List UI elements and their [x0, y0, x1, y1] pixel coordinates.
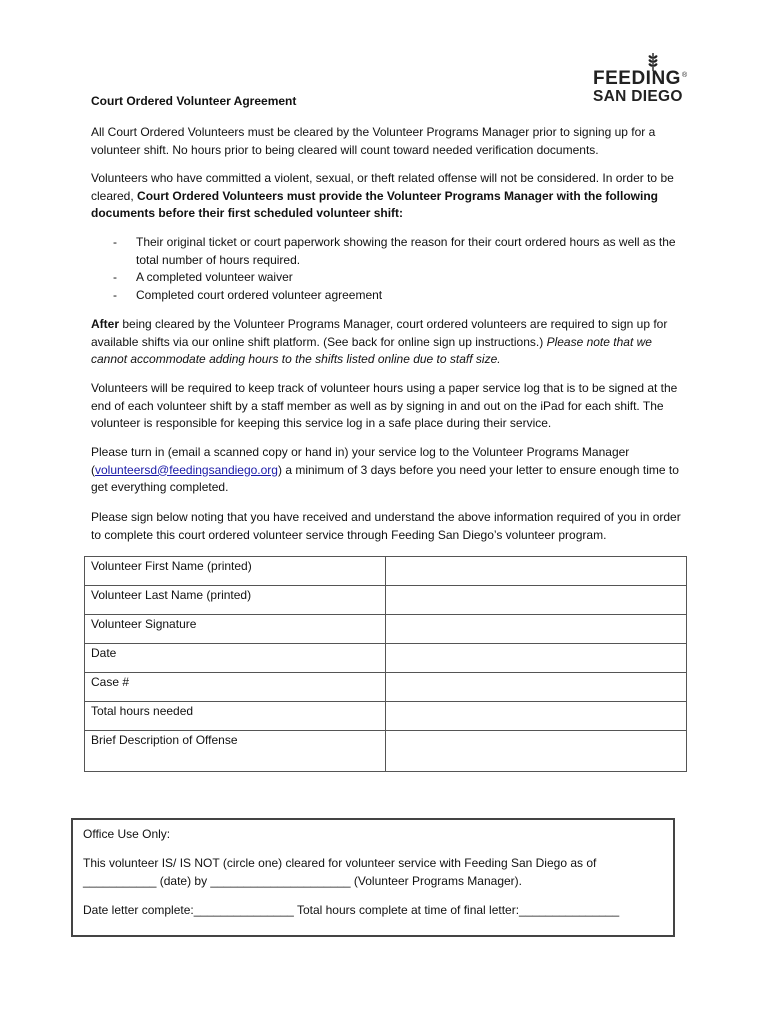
- offense-description-field[interactable]: [386, 731, 687, 772]
- office-completion-line: Date letter complete:_______________ Total hours complete at time of final letter:_______________: [83, 903, 620, 917]
- first-name-field[interactable]: [386, 557, 687, 586]
- list-item: [91, 287, 691, 305]
- field-label: Case #: [85, 673, 386, 702]
- after-text: being cleared by the Volunteer Programs Manager, court ordered volunteers are required to sign up for available shifts via our online shift platform. (See back for online sign up instructions.): [91, 317, 668, 349]
- documents-list: [91, 234, 691, 304]
- requirements-bold-text: Court Ordered Volunteers must provide the Volunteer Programs Manager with the following documents before their first scheduled volunteer shift:: [91, 188, 658, 220]
- list-dash: -: [113, 287, 117, 302]
- date-field[interactable]: [386, 644, 687, 673]
- feeding-san-diego-logo: [585, 50, 695, 106]
- paragraph-clearance: All Court Ordered Volunteers must be cleared by the Volunteer Programs Manager prior to signing up for a volunteer shift. No hours prior to being cleared will count toward needed verification documents.: [91, 125, 656, 157]
- table-row: [85, 731, 687, 772]
- case-number-field[interactable]: [386, 673, 687, 702]
- list-item-text: A completed volunteer waiver: [136, 270, 293, 284]
- logo-registered-mark: ®: [682, 72, 688, 79]
- table-row: [85, 615, 687, 644]
- email-link[interactable]: volunteersd@feedingsandiego.org: [95, 462, 278, 477]
- field-label: Date: [85, 644, 386, 673]
- document-title: Court Ordered Volunteer Agreement: [91, 94, 297, 108]
- last-name-field[interactable]: [386, 586, 687, 615]
- list-item: [91, 269, 691, 287]
- paragraph-turn-in: [91, 444, 691, 497]
- field-label: Volunteer Signature: [85, 615, 386, 644]
- after-bold-text: After: [91, 317, 120, 331]
- table-row: [85, 644, 687, 673]
- paragraph-sign-below: Please sign below noting that you have received and understand the above information required of you in order to complete this court ordered volunteer service through Feeding San Diego’s volunteer program.: [91, 510, 681, 542]
- list-dash: -: [113, 270, 117, 284]
- turn-in-text-end: ) a minimum of 3 days before you need your letter to ensure enough time to get everything completed.: [91, 462, 679, 494]
- list-item-text: Completed court ordered volunteer agreement: [136, 287, 383, 302]
- field-label: Volunteer First Name (printed): [85, 557, 386, 586]
- office-clearance-line: This volunteer IS/ IS NOT (circle one) cleared for volunteer service with Feeding San Diego as of: [83, 856, 597, 870]
- table-row: [85, 673, 687, 702]
- logo-feeding-text: FEEDING: [593, 68, 681, 89]
- volunteer-info-table: [84, 556, 687, 772]
- paragraph-service-log: Volunteers will be required to keep track of volunteer hours using a paper service log that is to be signed at the end of each volunteer shift by a staff member as well as by signing in and out on the iPad for each shift. The volunteer is responsible for keeping this service log in a safe place during their service.: [91, 381, 678, 430]
- after-italic-note: Please note that we cannot accommodate adding hours to the shifts listed online due to staff size.: [91, 334, 652, 366]
- office-date-line: ___________ (date) by _____________________ (Volunteer Programs Manager).: [83, 874, 522, 888]
- signature-field[interactable]: [386, 615, 687, 644]
- total-hours-field[interactable]: [386, 702, 687, 731]
- paragraph-after-cleared: [91, 316, 691, 369]
- table-row: [85, 586, 687, 615]
- field-label: Total hours needed: [85, 702, 386, 731]
- field-label: Volunteer Last Name (printed): [85, 586, 386, 615]
- list-dash: -: [113, 235, 117, 249]
- field-label: Brief Description of Offense: [85, 731, 386, 772]
- table-row: [85, 702, 687, 731]
- paragraph-requirements: [91, 170, 691, 223]
- list-item: [91, 234, 691, 269]
- table-row: [85, 557, 687, 586]
- office-use-box: [71, 818, 675, 937]
- logo-san-diego-text: SAN DIEGO: [593, 88, 683, 105]
- list-item-text: Their original ticket or court paperwork showing the reason for their court ordered hours as well as the total number of hours required.: [136, 235, 676, 267]
- turn-in-text: Please turn in (email a scanned copy or hand in) your service log to the Volunteer Programs Manager (: [91, 445, 630, 477]
- requirements-text: Volunteers who have committed a violent, sexual, or theft related offense will not be considered. In order to be cleared,: [91, 171, 674, 203]
- office-use-heading: Office Use Only:: [83, 827, 171, 841]
